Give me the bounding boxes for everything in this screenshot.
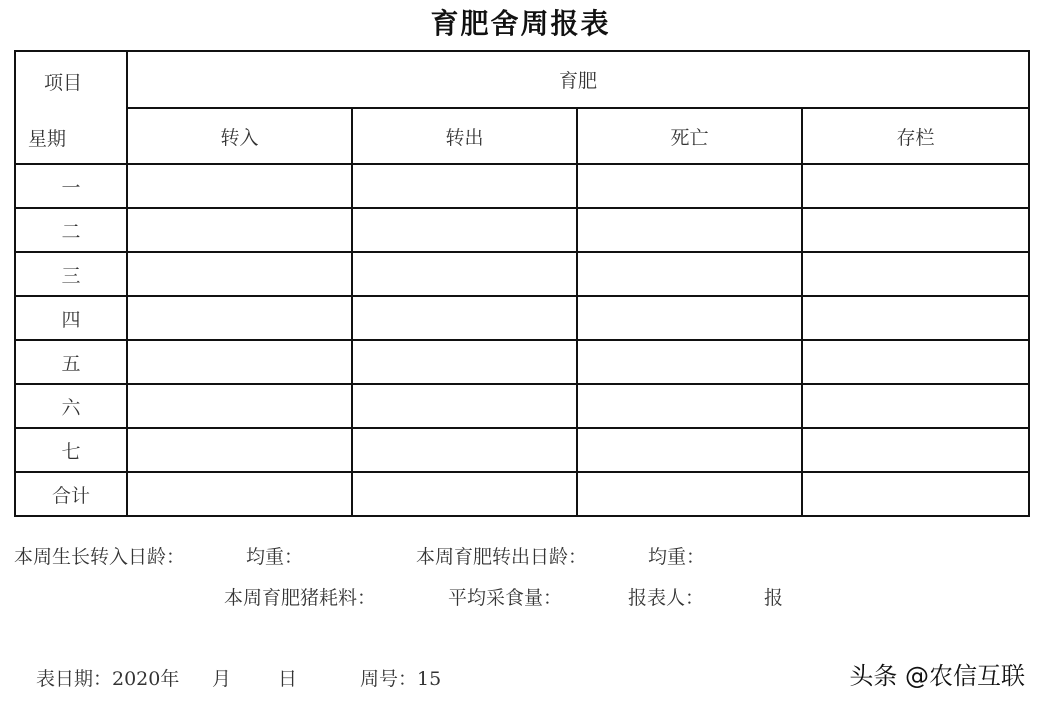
row-label: 五 bbox=[15, 340, 127, 384]
table-row bbox=[15, 296, 1029, 340]
header-corner-cell bbox=[15, 51, 127, 164]
table-cell[interactable] bbox=[127, 208, 352, 252]
corner-label-weekday: 星期 bbox=[28, 128, 67, 150]
day-label: 日 bbox=[278, 668, 298, 690]
row-label: 三 bbox=[15, 252, 127, 296]
table-cell[interactable] bbox=[802, 164, 1029, 208]
table-row bbox=[15, 252, 1029, 296]
month-label: 月 bbox=[212, 668, 232, 690]
table-cell[interactable] bbox=[127, 472, 352, 516]
weekly-report-table bbox=[14, 50, 1030, 517]
table-cell[interactable] bbox=[127, 340, 352, 384]
reporter-label: 报表人： bbox=[628, 587, 705, 609]
corner-label-item: 项目 bbox=[44, 72, 83, 94]
report-char: 报 bbox=[764, 587, 784, 609]
table-cell[interactable] bbox=[127, 296, 352, 340]
row-label: 一 bbox=[15, 164, 127, 208]
table-cell[interactable] bbox=[577, 340, 802, 384]
page-title: 育肥舍周报表 bbox=[430, 7, 611, 40]
table-row bbox=[15, 384, 1029, 428]
table-cell[interactable] bbox=[127, 252, 352, 296]
table-cell[interactable] bbox=[352, 208, 577, 252]
table-cell[interactable] bbox=[802, 340, 1029, 384]
table-cell[interactable] bbox=[577, 296, 802, 340]
table-cell[interactable] bbox=[352, 472, 577, 516]
table-cell[interactable] bbox=[802, 208, 1029, 252]
table-cell[interactable] bbox=[577, 428, 802, 472]
row-label-total: 合计 bbox=[15, 472, 127, 516]
table-row bbox=[15, 472, 1029, 516]
table-cell[interactable] bbox=[802, 384, 1029, 428]
report-date-label: 表日期：2020年 bbox=[36, 668, 180, 690]
column-header-inventory: 存栏 bbox=[802, 108, 1029, 164]
week-number-label: 周号：15 bbox=[360, 668, 442, 690]
avg-weight-label-2: 均重： bbox=[648, 546, 706, 568]
table-cell[interactable] bbox=[802, 296, 1029, 340]
fattening-transfer-out-age-label: 本周育肥转出日龄： bbox=[416, 546, 588, 568]
table-row bbox=[15, 164, 1029, 208]
table-cell[interactable] bbox=[802, 252, 1029, 296]
table-cell[interactable] bbox=[352, 428, 577, 472]
table-cell[interactable] bbox=[577, 164, 802, 208]
table-cell[interactable] bbox=[352, 164, 577, 208]
table-row bbox=[15, 208, 1029, 252]
row-label: 七 bbox=[15, 428, 127, 472]
table-cell[interactable] bbox=[352, 384, 577, 428]
avg-weight-label-1: 均重： bbox=[246, 546, 304, 568]
growth-transfer-in-age-label: 本周生长转入日龄： bbox=[14, 546, 186, 568]
table-cell[interactable] bbox=[127, 384, 352, 428]
table-cell[interactable] bbox=[352, 252, 577, 296]
table-cell[interactable] bbox=[577, 252, 802, 296]
table-cell[interactable] bbox=[577, 384, 802, 428]
avg-intake-label: 平均采食量： bbox=[448, 587, 563, 609]
row-label: 四 bbox=[15, 296, 127, 340]
table-row bbox=[15, 428, 1029, 472]
row-label: 六 bbox=[15, 384, 127, 428]
table-cell[interactable] bbox=[352, 296, 577, 340]
table-cell[interactable] bbox=[127, 428, 352, 472]
column-header-transfer-out: 转出 bbox=[352, 108, 577, 164]
column-header-transfer-in: 转入 bbox=[127, 108, 352, 164]
table-row bbox=[15, 340, 1029, 384]
watermark-text: 头条 @农信互联 bbox=[849, 662, 1025, 690]
table-cell[interactable] bbox=[802, 472, 1029, 516]
table-cell[interactable] bbox=[577, 208, 802, 252]
table-cell[interactable] bbox=[802, 428, 1029, 472]
table-cell[interactable] bbox=[127, 164, 352, 208]
feed-consumption-label: 本周育肥猪耗料： bbox=[224, 587, 377, 609]
group-header-fattening: 育肥 bbox=[127, 51, 1029, 108]
row-label: 二 bbox=[15, 208, 127, 252]
table-cell[interactable] bbox=[352, 340, 577, 384]
column-header-death: 死亡 bbox=[577, 108, 802, 164]
table-cell[interactable] bbox=[577, 472, 802, 516]
